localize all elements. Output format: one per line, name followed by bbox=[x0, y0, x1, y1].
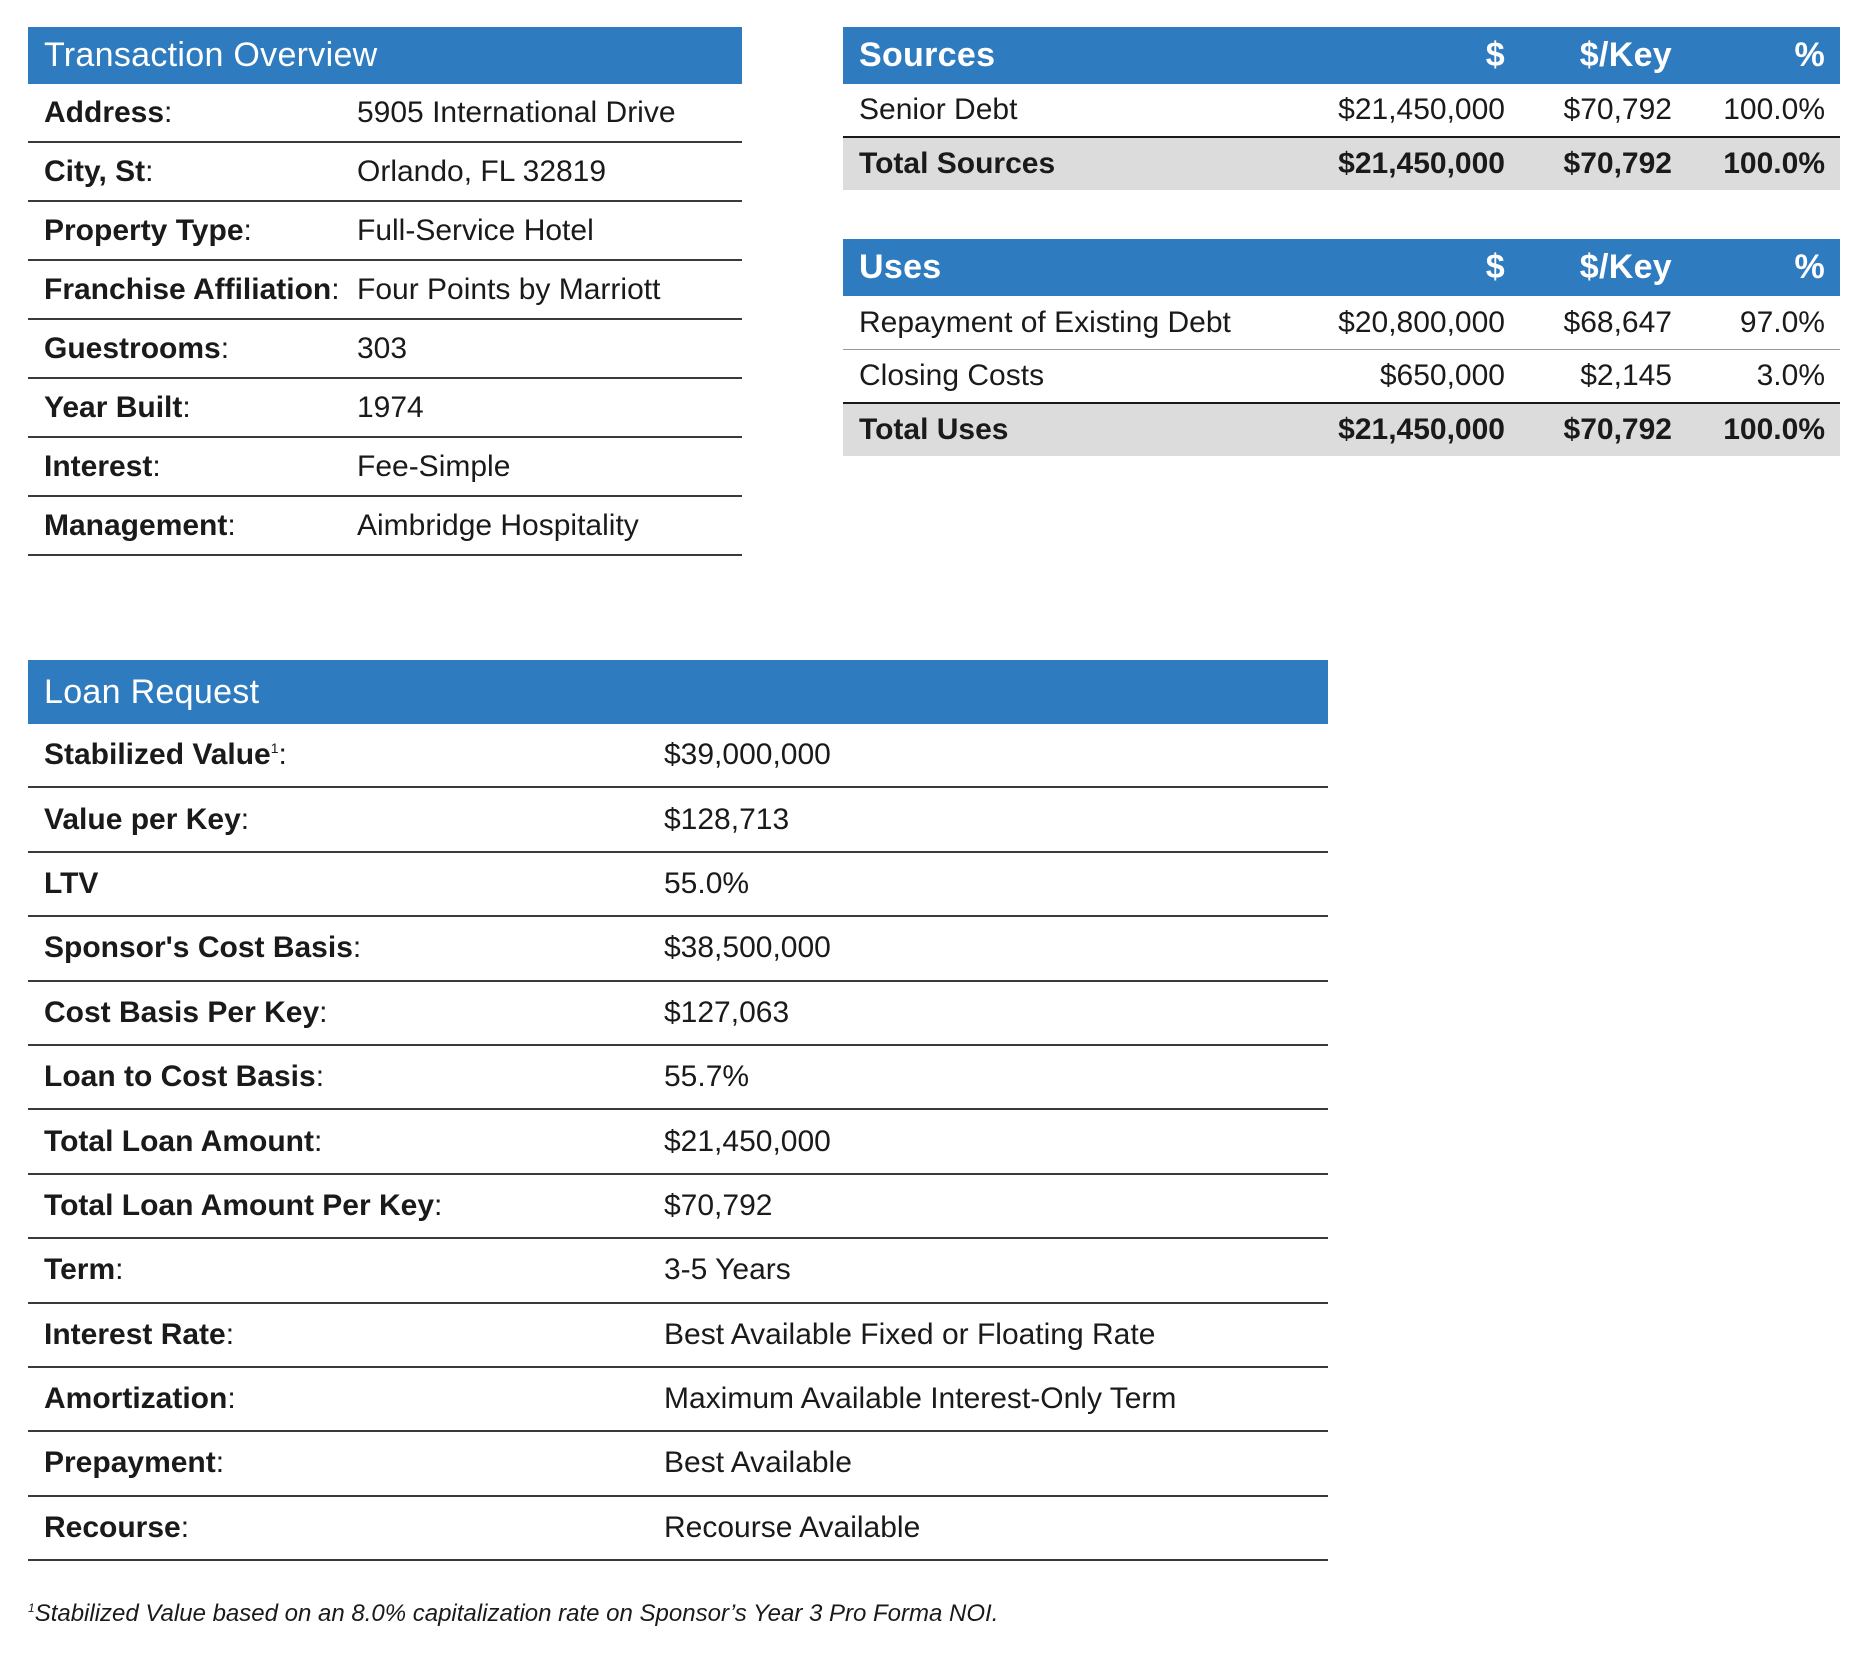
table-row: Interest Rate: Best Available Fixed or Floating Rate bbox=[28, 1304, 1328, 1368]
row-percent: 3.0% bbox=[1756, 359, 1825, 392]
table-row: Prepayment: Best Available bbox=[28, 1432, 1328, 1496]
table-row: Term: 3-5 Years bbox=[28, 1239, 1328, 1303]
total-name: Total Uses bbox=[859, 413, 1009, 446]
row-label: LTV bbox=[44, 866, 99, 900]
row-value: 303 bbox=[357, 331, 408, 365]
row-value: 55.0% bbox=[664, 866, 750, 900]
row-amount: $650,000 bbox=[1379, 359, 1505, 392]
row-label: Loan to Cost Basis bbox=[44, 1060, 316, 1094]
table-row: Interest: Fee-Simple bbox=[28, 438, 742, 497]
total-per-key: $70,792 bbox=[1563, 147, 1672, 180]
row-value: $128,713 bbox=[664, 802, 790, 836]
row-label: Management bbox=[44, 508, 228, 542]
row-per-key: $70,792 bbox=[1563, 93, 1672, 126]
row-value: Best Available Fixed or Floating Rate bbox=[664, 1317, 1156, 1351]
table-row: Total Loan Amount: $21,450,000 bbox=[28, 1110, 1328, 1174]
uses-header bbox=[843, 239, 1840, 296]
row-label: Term bbox=[44, 1253, 116, 1287]
column-header-per-key: $/Key bbox=[1579, 36, 1672, 74]
row-label: Address bbox=[44, 95, 165, 129]
table-row: Guestrooms: 303 bbox=[28, 320, 742, 379]
row-value: $127,063 bbox=[664, 995, 790, 1029]
table-row: Address: 5905 International Drive bbox=[28, 84, 742, 143]
row-value: $21,450,000 bbox=[664, 1124, 831, 1158]
total-amount: $21,450,000 bbox=[1338, 147, 1505, 180]
row-label: Total Loan Amount Per Key bbox=[44, 1188, 435, 1222]
table-row: Stabilized Value$^1$: $39,000,000 bbox=[28, 724, 1328, 788]
row-label: Year Built bbox=[44, 390, 183, 424]
total-amount: $21,450,000 bbox=[1338, 413, 1505, 446]
row-label: Cost Basis Per Key bbox=[44, 995, 320, 1029]
column-header-percent: % bbox=[1794, 36, 1825, 74]
row-label: Total Loan Amount bbox=[44, 1124, 314, 1158]
row-label: Amortization bbox=[44, 1382, 228, 1416]
total-name: Total Sources bbox=[859, 147, 1056, 180]
table-row bbox=[843, 296, 1840, 350]
uses-title: Uses bbox=[859, 248, 942, 286]
row-value: Fee-Simple bbox=[357, 449, 511, 483]
uses-table bbox=[843, 239, 1840, 456]
row-value: Recourse Available bbox=[664, 1510, 921, 1544]
row-value: Aimbridge Hospitality bbox=[357, 508, 639, 542]
row-value: 5905 International Drive bbox=[357, 95, 676, 129]
row-label: Interest Rate bbox=[44, 1317, 226, 1351]
row-per-key: $2,145 bbox=[1580, 359, 1672, 392]
column-header-dollar: $ bbox=[1485, 248, 1505, 286]
row-name: Repayment of Existing Debt bbox=[859, 305, 1231, 339]
row-label: Property Type bbox=[44, 213, 244, 247]
table-row: Recourse: Recourse Available bbox=[28, 1497, 1328, 1561]
transaction-overview-header: Transaction Overview bbox=[28, 27, 742, 84]
sources-table bbox=[843, 27, 1840, 190]
row-label: City, St bbox=[44, 154, 146, 188]
table-row bbox=[28, 853, 1328, 917]
row-value: $38,500,000 bbox=[664, 931, 831, 965]
table-row: Year Built: 1974 bbox=[28, 379, 742, 438]
footnote-marker: 1 bbox=[28, 1601, 35, 1615]
row-value: $70,792 bbox=[664, 1188, 773, 1222]
row-amount: $21,450,000 bbox=[1338, 93, 1505, 126]
row-value: 55.7% bbox=[664, 1060, 750, 1094]
row-value: Maximum Available Interest-Only Term bbox=[664, 1382, 1177, 1416]
table-row: Management: Aimbridge Hospitality bbox=[28, 497, 742, 556]
table-row bbox=[843, 350, 1840, 404]
row-label: Franchise Affiliation bbox=[44, 272, 332, 306]
column-header-dollar: $ bbox=[1485, 36, 1505, 74]
table-row: Value per Key: $128,713 bbox=[28, 788, 1328, 852]
row-label: Value per Key bbox=[44, 802, 241, 836]
footnote bbox=[28, 1600, 998, 1628]
row-percent: 100.0% bbox=[1723, 93, 1825, 126]
total-percent: 100.0% bbox=[1723, 147, 1825, 180]
table-row bbox=[843, 84, 1840, 138]
row-value: Best Available bbox=[664, 1446, 852, 1480]
row-label: Stabilized Value bbox=[44, 738, 271, 772]
row-label: Sponsor's Cost Basis bbox=[44, 931, 353, 965]
table-row: Total Loan Amount Per Key: $70,792 bbox=[28, 1175, 1328, 1239]
table-row: Loan to Cost Basis: 55.7% bbox=[28, 1046, 1328, 1110]
sources-header bbox=[843, 27, 1840, 84]
row-label: Guestrooms bbox=[44, 331, 221, 365]
row-value: Full-Service Hotel bbox=[357, 213, 594, 247]
row-name: Closing Costs bbox=[859, 359, 1045, 392]
row-value: 1974 bbox=[357, 390, 424, 424]
row-per-key: $68,647 bbox=[1563, 305, 1672, 339]
total-row bbox=[843, 404, 1840, 456]
table-row: Cost Basis Per Key: $127,063 bbox=[28, 982, 1328, 1046]
row-percent: 97.0% bbox=[1739, 305, 1825, 339]
total-per-key: $70,792 bbox=[1563, 413, 1672, 446]
footnote-marker: 1 bbox=[270, 740, 279, 757]
table-row: Sponsor's Cost Basis: $38,500,000 bbox=[28, 917, 1328, 981]
column-header-per-key: $/Key bbox=[1579, 248, 1672, 286]
table-row: Amortization: Maximum Available Interest-Only Term bbox=[28, 1368, 1328, 1432]
footnote-text: Stabilized Value based on an 8.0% capitalization rate on Sponsor’s Year 3 Pro Forma NOI. bbox=[34, 1600, 999, 1627]
row-label: Interest bbox=[44, 449, 153, 483]
table-row: Property Type: Full-Service Hotel bbox=[28, 202, 742, 261]
row-value: 3-5 Years bbox=[664, 1253, 791, 1287]
total-percent: 100.0% bbox=[1723, 413, 1825, 446]
row-value: $39,000,000 bbox=[664, 738, 831, 772]
row-label: Recourse bbox=[44, 1510, 181, 1544]
row-name: Senior Debt bbox=[859, 93, 1018, 126]
loan-request-table bbox=[28, 660, 1328, 1561]
sources-title: Sources bbox=[859, 36, 996, 74]
row-value: Four Points by Marriott bbox=[357, 272, 661, 306]
row-amount: $20,800,000 bbox=[1338, 305, 1505, 339]
column-header-percent: % bbox=[1794, 248, 1825, 286]
row-label: Prepayment bbox=[44, 1446, 216, 1480]
table-row: City, St: Orlando, FL 32819 bbox=[28, 143, 742, 202]
total-row bbox=[843, 138, 1840, 190]
transaction-overview-table bbox=[28, 27, 742, 556]
loan-request-header: Loan Request bbox=[28, 660, 1328, 724]
table-row: Franchise Affiliation: Four Points by Marriott bbox=[28, 261, 742, 320]
row-value: Orlando, FL 32819 bbox=[357, 154, 607, 188]
